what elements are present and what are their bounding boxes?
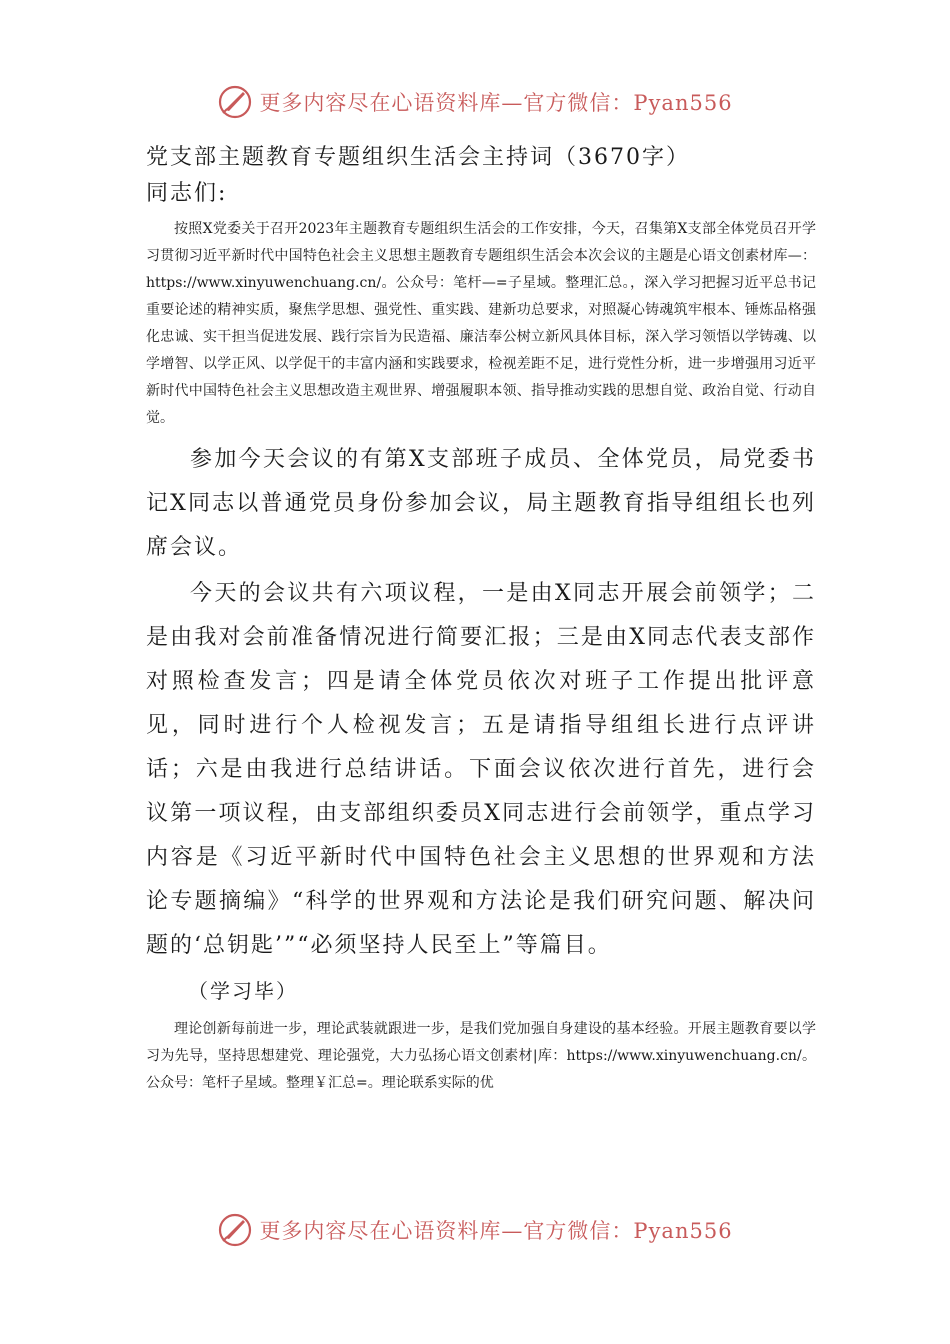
footer-banner	[0, 1208, 950, 1252]
salutation: 同志们:	[146, 181, 228, 206]
document-title: 党支部主题教育专题组织生活会主持词（3670字）	[146, 145, 690, 170]
paragraph-study-note: （学习毕）	[188, 979, 298, 1003]
quill-pen-logo-icon	[217, 1212, 253, 1248]
banner-text: 更多内容尽在心语资料库—官方微信：Pyan556	[259, 91, 733, 115]
paragraph-agenda: 今天的会议共有六项议程，一是由X同志开展会前领学；二是由我对会前准备情况进行简要汇报；三是由X同志代表支部作对照检查发言；四是请全体党员依次对班子工作提出批评意见，同时进行个人检视发言；五是请指导组组长进行点评讲话；六是由我进行总结讲话。下面会议依次进行首先，进行会议第一项议程，由支部组织委员X同志进行会前领学，重点学习内容是《习近平新时代中国特色社会主义思想的世界观和方法论专题摘编》“科学的世界观和方法论是我们研究问题、解决问题的‘总钥匙’”“必须坚持人民至上”等篇目。	[146, 581, 816, 958]
header-banner	[0, 80, 950, 124]
paragraph-intro: 按照X党委关于召开2023年主题教育专题组织生活会的工作安排，今天，召集第X支部全体党员召开学习贯彻习近平新时代中国特色社会主义思想主题教育专题组织生活会本次会议的主题是心语文创素材库—：https://www.xinyuwenchuang.cn/。公众号：笔杆—=子星域。整理汇总。，深入学习把握习近平总书记重要论述的精神实质，聚焦学思想、强党性、重实践、建新功总要求，对照凝心铸魂筑牢根本、锤炼品格强化忠诚、实干担当促进发展、践行宗旨为民造福、廉洁奉公树立新风具体目标，深入学习领悟以学铸魂、以学增智、以学正风、以学促干的丰富内涵和实践要求，检视差距不足，进行党性分析，进一步增强用习近平新时代中国特色社会主义思想改造主观世界、增强履职本领、指导推动实践的思想自觉、政治自觉、行动自觉。	[146, 221, 816, 426]
paragraph-attendees: 参加今天会议的有第X支部班子成员、全体党员，局党委书记X同志以普通党员身份参加会议，局主题教育指导组组长也列席会议。	[146, 447, 816, 560]
banner-text: 更多内容尽在心语资料库—官方微信：Pyan556	[259, 1219, 733, 1243]
paragraph-theory: 理论创新每前进一步，理论武装就跟进一步，是我们党加强自身建设的基本经验。开展主题教育要以学习为先导，坚持思想建党、理论强党，大力弘扬心语文创素材|库：https://www.xinyuwenchuang.cn/。公众号：笔杆子星域。整理￥汇总=。理论联系实际的优	[146, 1021, 816, 1091]
quill-pen-logo-icon	[217, 84, 253, 120]
document-body	[146, 140, 816, 1097]
